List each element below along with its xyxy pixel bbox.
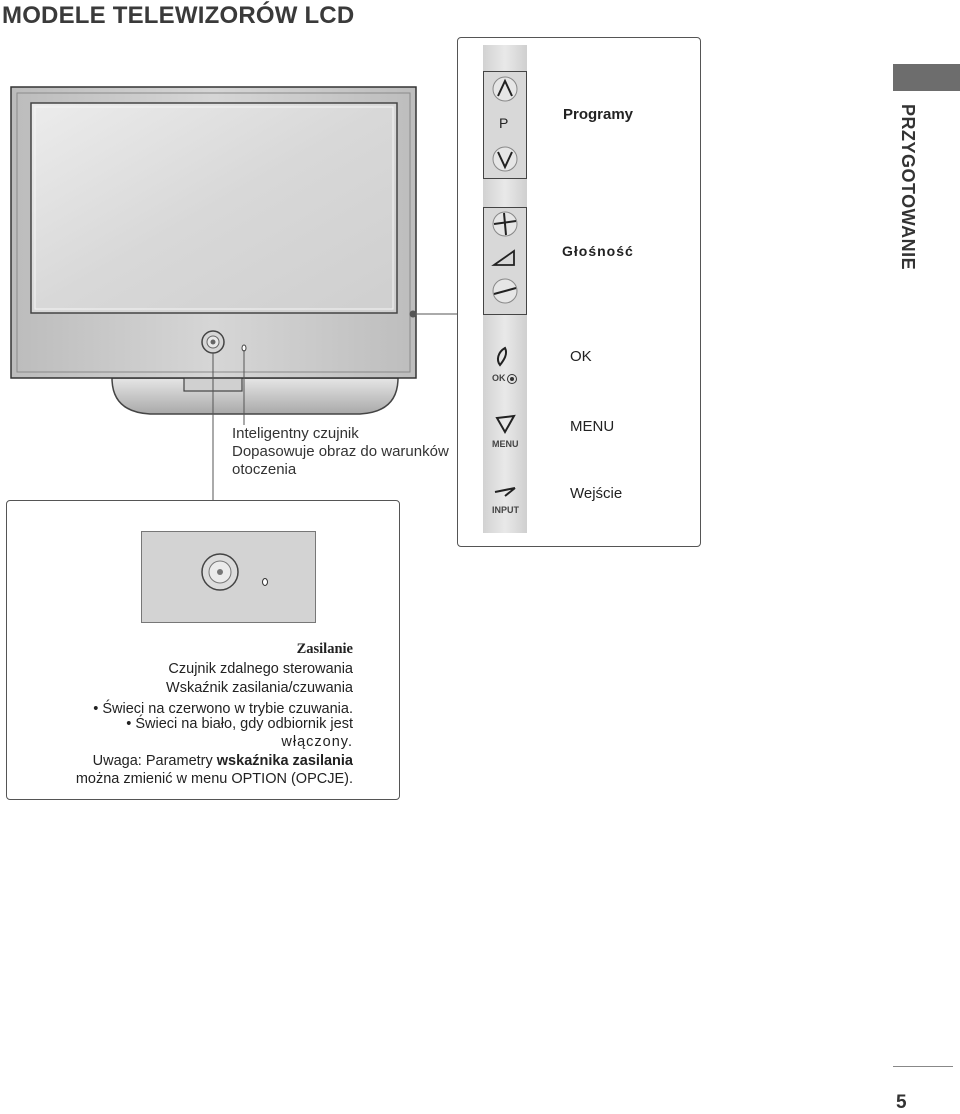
volume-triangle-icon	[494, 251, 514, 265]
detail-note-bold: wskaźnika zasilania	[216, 753, 353, 769]
program-label: P	[499, 115, 509, 131]
ok-button-label: OK	[492, 373, 506, 383]
tv-stand	[112, 377, 398, 414]
callout-programy: Programy	[563, 106, 634, 123]
ok-circle-icon	[506, 373, 518, 385]
volume-down-icon[interactable]	[493, 279, 517, 303]
page-number: 5	[896, 1092, 907, 1113]
callout-ok: OK	[570, 348, 592, 365]
input-button-label: INPUT	[492, 505, 519, 515]
ok-button-icon[interactable]	[483, 343, 527, 371]
sensor-line-3: otoczenia	[232, 461, 297, 478]
input-button-icon[interactable]	[483, 478, 527, 506]
page-title: MODELE TELEWIZORÓW LCD	[2, 2, 355, 29]
page-number-rule	[893, 1066, 953, 1067]
section-label: PRZYGOTOWANIE	[898, 104, 918, 271]
menu-button-label: MENU	[492, 439, 519, 449]
detail-indicator: Wskaźnik zasilania/czuwania	[166, 680, 353, 696]
program-down-icon[interactable]	[493, 147, 517, 171]
tv-power-button	[202, 331, 224, 353]
program-up-icon[interactable]	[493, 77, 517, 101]
detail-power-label: Zasilanie	[296, 641, 353, 657]
detail-note-line-2: można zmienić w menu OPTION (OPCJE).	[75, 771, 353, 787]
callout-wejscie: Wejście	[570, 485, 623, 502]
detail-led-icon	[263, 579, 268, 586]
detail-note-prefix: Uwaga: Parametry	[92, 753, 217, 769]
detail-bullet-white-cont: włączony.	[281, 734, 353, 750]
detail-power-button-icon	[202, 554, 238, 590]
detail-bullet-white: • Świeci na biało, gdy odbiornik jest	[126, 716, 353, 732]
sensor-line-2: Dopasowuje obraz do warunków	[232, 443, 449, 460]
tv-screen	[31, 103, 397, 313]
detail-bullet-red: • Świeci na czerwono w trybie czuwania.	[93, 701, 353, 717]
volume-up-icon[interactable]	[493, 212, 517, 236]
sensor-line-1: Inteligentny czujnik	[232, 425, 359, 442]
detail-note	[93, 753, 353, 769]
callout-menu: MENU	[570, 418, 615, 435]
volume-buttons	[483, 207, 527, 315]
menu-button-icon[interactable]	[483, 410, 527, 438]
detail-power-illustration	[141, 531, 316, 623]
callout-glosnosc: Głośność	[562, 243, 634, 259]
detail-remote-sensor: Czujnik zdalnego sterowania	[168, 661, 353, 677]
